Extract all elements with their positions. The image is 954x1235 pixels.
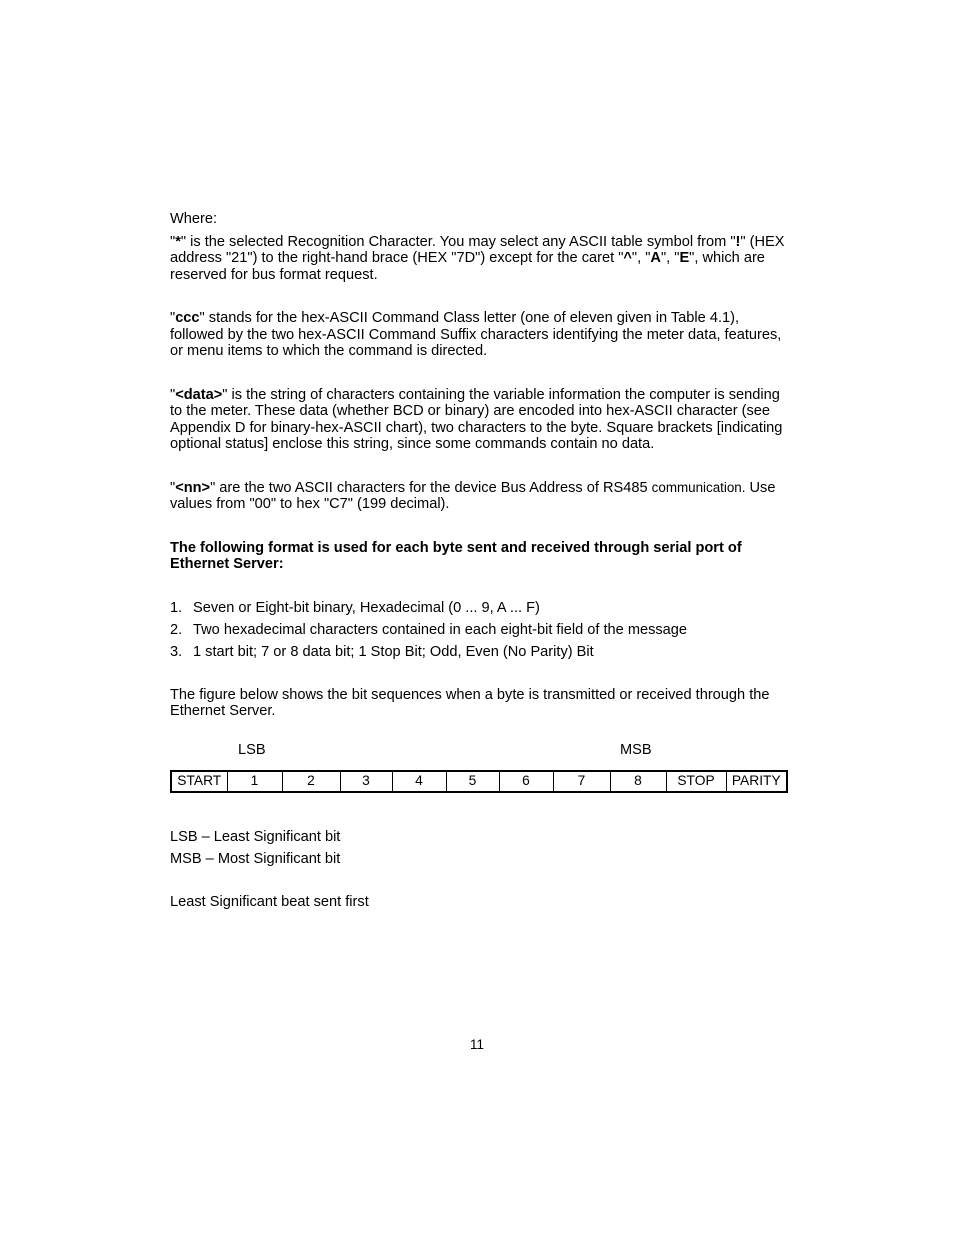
lsb-definition: LSB – Least Significant bit	[170, 828, 341, 845]
list-item: 1. Seven or Eight-bit binary, Hexadecimal (0 ... 9, A ... F)	[170, 599, 540, 616]
bit-cell: 1	[227, 771, 282, 792]
transmission-note: Least Significant beat sent first	[170, 893, 369, 910]
page-number: 11	[470, 1037, 484, 1052]
paragraph-data-string: "<data>" is the string of characters containing the variable information the computer is sending to the meter. These data (whether BCD or binary) are encoded into hex-ASCII character (see Appendix D for binary-hex-ASCII chart), two characters to the byte. Square brackets [indicating optional status] enclose this string, since some commands contain no data.	[170, 386, 783, 452]
lsb-label: LSB	[238, 741, 266, 758]
bit-cell-parity: PARITY	[726, 771, 787, 792]
paragraph-recognition-character: "*" is the selected Recognition Character. You may select any ASCII table symbol from "!" (HEX address "21") to the right-hand brace (HEX "7D") except for the caret "^", "A", "E", which are reserved for bus format request.	[170, 233, 785, 283]
format-heading: The following format is used for each byte sent and received through serial port of Ethernet Server:	[170, 539, 742, 572]
where-label: Where:	[170, 211, 218, 227]
definitions	[170, 829, 790, 873]
bit-cell: 2	[282, 771, 340, 792]
figure-intro: The figure below shows the bit sequences when a byte is transmitted or received through the Ethernet Server.	[170, 686, 770, 719]
bit-cell: 6	[499, 771, 553, 792]
msb-label: MSB	[620, 741, 652, 758]
bit-order-labels	[170, 742, 790, 762]
paragraph-bus-address: "<nn>" are the two ASCII characters for the device Bus Address of RS485 communication. Use values from "00" to hex "C7" (199 decimal).	[170, 479, 776, 512]
bit-cell: 5	[446, 771, 499, 792]
list-item: 3. 1 start bit; 7 or 8 data bit; 1 Stop Bit; Odd, Even (No Parity) Bit	[170, 643, 594, 660]
bit-cell: 7	[553, 771, 610, 792]
bit-cell-start: START	[171, 771, 227, 792]
paragraph-command-class: "ccc" stands for the hex-ASCII Command Class letter (one of eleven given in Table 4.1), followed by the two hex-ASCII Command Suffix characters identifying the meter data, features, or menu items to which the command is directed.	[170, 310, 782, 359]
bit-cell: 4	[392, 771, 446, 792]
bit-cell: 3	[340, 771, 392, 792]
document-body	[170, 211, 790, 910]
bit-cell: 8	[610, 771, 666, 792]
msb-definition: MSB – Most Significant bit	[170, 850, 341, 867]
list-item: 2. Two hexadecimal characters contained in each eight-bit field of the message	[170, 621, 688, 638]
format-list	[170, 600, 790, 666]
bit-sequence-table	[170, 770, 788, 793]
bit-cell-stop: STOP	[666, 771, 726, 792]
